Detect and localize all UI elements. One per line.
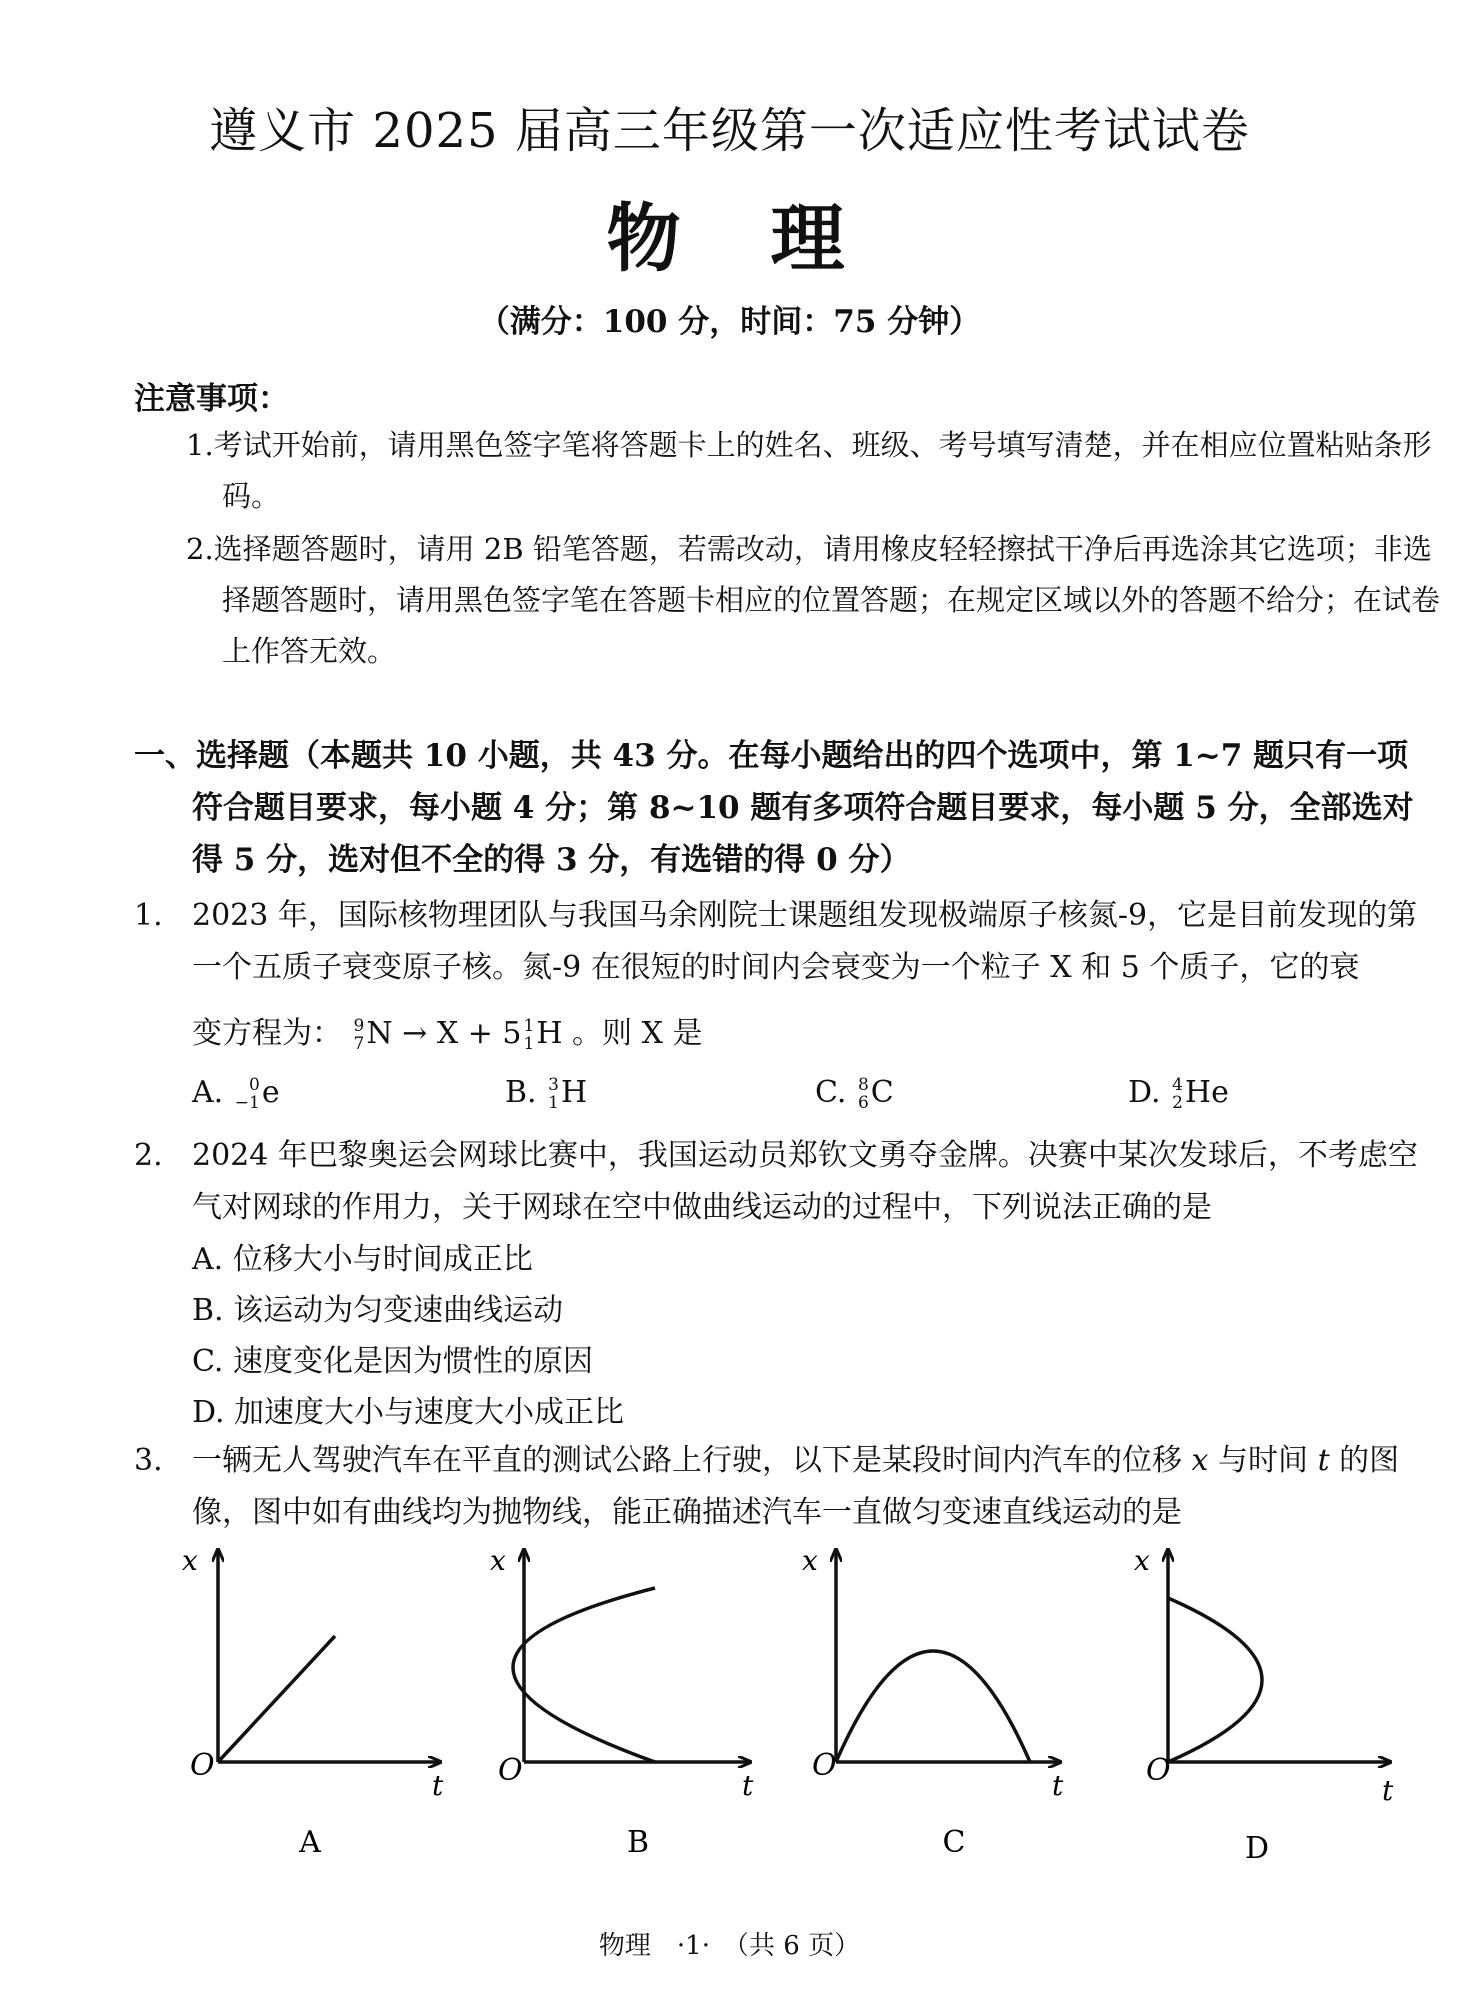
q2-option-a[interactable]: A. 位移大小与时间成正比 [192, 1242, 533, 1277]
mass-number: 9 [353, 1016, 365, 1036]
section-heading-text: 一、选择题（本题共 10 小题，共 43 分。在每小题给出的四个选项中，第 1~7 题只有一项符合题目要求，每小题 4 分；第 8~10 题有多项符合题目要求，每小题 5 分，全部选对得 5 分，选对但不全的得 3 分，有选错的得 0 分） [134, 738, 1414, 878]
question-text-part: 与时间 [1218, 1443, 1309, 1478]
charge-number: 2 [1172, 1093, 1183, 1113]
q1-option-c[interactable] [815, 1075, 894, 1112]
option-numbers [1172, 1076, 1183, 1112]
q2-option-d[interactable]: D. 加速度大小与速度大小成正比 [192, 1395, 625, 1430]
variable-t: t [1317, 1443, 1330, 1478]
mass-number: 4 [1172, 1075, 1183, 1095]
subject-title: 物 理 [606, 196, 853, 282]
charge-number: 1 [523, 1034, 535, 1054]
decay-equation [192, 1008, 1426, 1060]
origin-label: O [190, 1748, 215, 1783]
origin-label: O [812, 1748, 837, 1783]
notice-heading: 注意事项： [134, 381, 289, 417]
question-text-part: 的图像，图中如有曲线均为抛物线，能正确描述汽车一直做匀变速直线运动的是 [192, 1443, 1400, 1530]
nuclide-n-numbers [354, 1017, 365, 1053]
graph-label: C [942, 1825, 966, 1860]
option-numbers [548, 1076, 559, 1112]
origin-label: O [1146, 1753, 1171, 1788]
option-numbers [858, 1076, 869, 1112]
question-text-part: 一辆无人驾驶汽车在平直的测试公路上行驶，以下是某段时间内汽车的位移 [192, 1443, 1182, 1478]
option-label: D. [1128, 1075, 1161, 1110]
graph-d[interactable] [1134, 1544, 1394, 1866]
graph-a[interactable] [182, 1544, 444, 1860]
q2-option-b[interactable]: B. 该运动为匀变速曲线运动 [192, 1293, 564, 1328]
origin-label: O [498, 1753, 523, 1788]
q2-option-c[interactable]: C. 速度变化是因为惯性的原因 [192, 1344, 593, 1379]
charge-number: 6 [857, 1093, 869, 1113]
option-symbol: C [870, 1075, 894, 1110]
axis-label-x: x [182, 1544, 198, 1577]
question-3 [134, 1435, 1426, 1539]
page-footer: 物理 ·1· （共 6 页） [598, 1931, 861, 1961]
variable-x: x [1191, 1443, 1209, 1478]
notice-item-1: 1.考试开始前，请用黑色签字笔将答题卡上的姓名、班级、考号填写清楚，并在相应位置粘贴条形码。 [186, 428, 1432, 513]
question-number: 1. [134, 898, 163, 933]
parabola-curve [836, 1651, 1030, 1762]
axis-label-x: x [1134, 1544, 1150, 1577]
option-symbol: e [261, 1075, 280, 1110]
nuclide-symbol: N [366, 1016, 393, 1051]
question-text [192, 1435, 1426, 1539]
equation-arrow: → X + 5 [402, 1016, 522, 1051]
parabola-curve [513, 1588, 655, 1762]
axis-label-x: x [802, 1544, 818, 1577]
xt-graphs [0, 1540, 1459, 1870]
option-numbers [235, 1076, 260, 1112]
nuclide-symbol: H [536, 1016, 563, 1051]
graph-label: A [299, 1825, 321, 1860]
mass-number: 3 [548, 1075, 559, 1095]
parabola-curve [1168, 1598, 1262, 1762]
mass-number: 8 [857, 1075, 869, 1095]
question-number: 3. [134, 1443, 163, 1478]
graph-label: B [626, 1825, 650, 1860]
option-label: B. [505, 1075, 537, 1110]
question-2 [134, 1130, 1426, 1438]
score-info: （满分：100 分，时间：75 分钟） [478, 304, 981, 340]
equation-suffix: 。则 X 是 [572, 1016, 703, 1051]
linear-curve [218, 1636, 335, 1762]
graph-label: D [1244, 1831, 1270, 1866]
q1-option-b[interactable] [505, 1075, 587, 1112]
mass-number: 0 [248, 1075, 260, 1095]
question-text: 2024 年巴黎奥运会网球比赛中，我国运动员郑钦文勇夺金牌。决赛中某次发球后，不考虑空气对网球的作用力，关于网球在空中做曲线运动的过程中，下列说法正确的是 [192, 1138, 1418, 1225]
axis-label-t: t [1052, 1769, 1064, 1802]
option-symbol: He [1184, 1075, 1229, 1110]
option-label: A. [192, 1075, 224, 1110]
q1-option-a[interactable] [192, 1075, 280, 1112]
equation-prefix: 变方程为： [192, 1016, 342, 1051]
question-text: 2023 年，国际核物理团队与我国马余刚院士课题组发现极端原子核氮-9，它是目前发现的第一个五质子衰变原子核。氮-9 在很短的时间内会衰变为一个粒子 X 和 5 个质子，它的衰 [192, 898, 1418, 985]
axis-label-t: t [742, 1769, 754, 1802]
charge-number: −1 [234, 1093, 260, 1113]
option-symbol: H [560, 1075, 588, 1110]
charge-number: 7 [353, 1034, 365, 1054]
axis-label-t: t [432, 1769, 444, 1802]
q1-option-d[interactable] [1128, 1075, 1229, 1112]
question-number: 2. [134, 1138, 163, 1173]
graph-b[interactable] [490, 1544, 754, 1860]
charge-number: 1 [548, 1093, 559, 1113]
graph-c[interactable] [802, 1544, 1064, 1860]
axis-label-x: x [490, 1544, 506, 1577]
axis-label-t: t [1382, 1774, 1394, 1807]
exam-title: 遵义市 2025 届高三年级第一次适应性考试试卷 [209, 103, 1250, 159]
notice-item-2: 2.选择题答题时，请用 2B 铅笔答题，若需改动，请用橡皮轻轻擦拭干净后再选涂其它选项；非选择题答题时，请用黑色签字笔在答题卡相应的位置答题；在规定区域以外的答题不给分；在试卷上作答无效。 [186, 532, 1441, 668]
option-label: C. [815, 1075, 847, 1110]
question-1 [134, 890, 1426, 1060]
section-heading [134, 730, 1426, 886]
nuclide-h-numbers [524, 1017, 535, 1053]
mass-number: 1 [523, 1016, 535, 1036]
